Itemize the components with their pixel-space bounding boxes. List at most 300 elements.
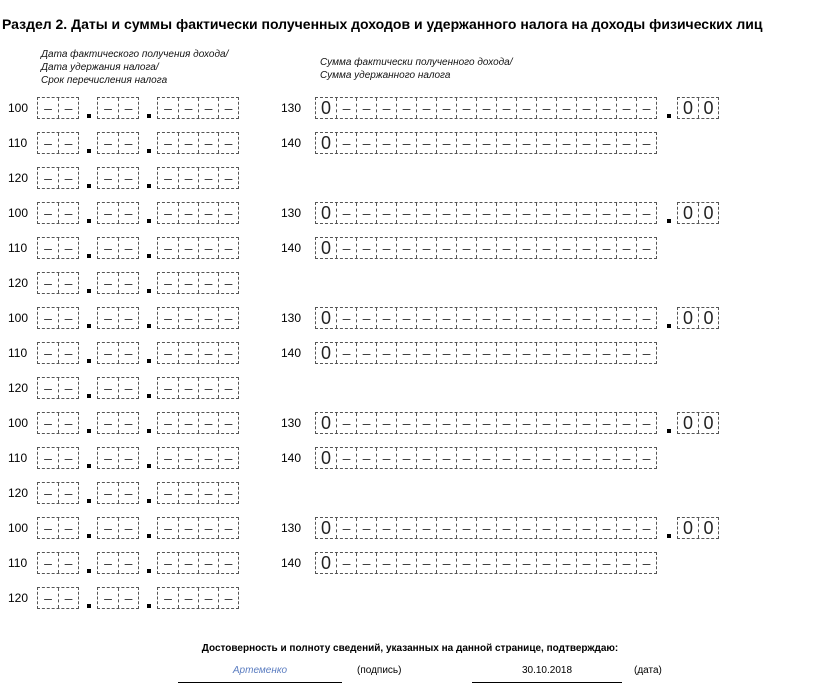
digit-cell: – [436,133,456,153]
digit-cell: – [416,238,436,258]
income-sum-130[interactable] [315,307,657,329]
digit-cell: – [336,203,356,223]
income-sum-kopecks[interactable] [677,202,719,224]
line-code: 120 [8,591,29,605]
income-sum-130[interactable] [315,97,657,119]
digit-cell: – [178,553,198,573]
digit-cell: – [416,518,436,538]
decimal-dot [147,534,151,538]
digit-cell: – [178,238,198,258]
digit-cell: – [376,238,396,258]
digit-cell: – [496,343,516,363]
tax-sum-140[interactable] [315,552,657,574]
section-title: Раздел 2. Даты и суммы фактически полученных доходов и удержанного налога на доходы физических лиц [2,16,763,32]
tax-withheld-date-110-day[interactable] [37,132,79,154]
digit-cell: – [536,518,556,538]
digit-cell: – [356,553,376,573]
tax-withheld-date-110-year[interactable] [157,342,239,364]
income-sum-kopecks[interactable] [677,97,719,119]
digit-cell: – [556,413,576,433]
digit-cell: – [376,553,396,573]
decimal-dot [667,114,671,118]
tax-withheld-date-110-month[interactable] [97,132,139,154]
digit-cell: – [44,310,52,326]
tax-withheld-date-110-month[interactable] [97,552,139,574]
decimal-dot [87,114,91,118]
tax-withheld-date-110-day[interactable] [37,237,79,259]
line-code: 140 [281,451,302,465]
digit-cell: – [356,413,376,433]
signature-line [178,682,342,683]
digit-cell: – [556,553,576,573]
digit-cell: – [356,203,376,223]
digit-cell: – [336,98,356,118]
digit-cell: – [58,273,78,293]
decimal-dot [87,289,91,293]
digit-cell: – [456,133,476,153]
digit-cell: – [58,133,78,153]
income-date-100-day[interactable] [37,412,79,434]
digit-cell: – [476,203,496,223]
digit-cell: – [44,100,52,116]
digit-cell: – [164,520,172,536]
tax-withheld-date-110-day[interactable] [37,447,79,469]
digit-cell: – [396,133,416,153]
digit-cell: – [616,553,636,573]
digit-cell: – [218,553,238,573]
digit-cell: – [376,133,396,153]
digit-cell: – [616,203,636,223]
digit-cell: – [396,413,416,433]
digit-cell: – [436,308,456,328]
digit-cell: – [44,520,52,536]
digit-cell: – [496,448,516,468]
digit-cell: – [396,553,416,573]
digit-cell: – [164,555,172,571]
digit-cell: – [218,448,238,468]
digit-cell: – [636,448,656,468]
digit-cell: – [476,133,496,153]
digit-cell: – [596,203,616,223]
decimal-dot [147,464,151,468]
digit-cell: – [556,133,576,153]
line-code: 110 [8,241,28,255]
income-sum-kopecks[interactable] [677,412,719,434]
digit-cell: – [118,273,138,293]
income-date-100-month[interactable] [97,307,139,329]
digit-cell: – [118,168,138,188]
digit-cell: – [596,308,616,328]
digit-cell: – [496,308,516,328]
digit-cell: – [44,275,52,291]
digit-cell: – [58,553,78,573]
digit-cell: – [516,98,536,118]
digit-cell: – [198,483,218,503]
digit-cell: 0 [320,98,331,118]
digit-cell: – [456,238,476,258]
digit-cell: – [58,238,78,258]
digit-cell: 0 [320,308,331,328]
income-date-100-month[interactable] [97,517,139,539]
dates-header-line: Дата удержания налога/ [41,62,159,73]
income-date-100-month[interactable] [97,202,139,224]
tax-sum-140[interactable] [315,237,657,259]
digit-cell: – [516,203,536,223]
digit-cell: – [396,238,416,258]
tax-withheld-date-110-month[interactable] [97,342,139,364]
digit-cell: – [58,413,78,433]
transfer-deadline-120-month[interactable] [97,167,139,189]
income-sum-130[interactable] [315,517,657,539]
decimal-dot [667,429,671,433]
decimal-dot [147,569,151,573]
digit-cell: – [198,168,218,188]
date-line [472,682,622,683]
digit-cell: – [104,275,112,291]
digit-cell: – [44,135,52,151]
digit-cell: – [164,135,172,151]
digit-cell: – [396,308,416,328]
digit-cell: – [178,518,198,538]
digit-cell: – [576,98,596,118]
digit-cell: – [456,203,476,223]
transfer-deadline-120-month[interactable] [97,272,139,294]
income-date-100-month[interactable] [97,412,139,434]
digit-cell: – [476,238,496,258]
digit-cell: – [118,483,138,503]
digit-cell: – [516,343,536,363]
line-code: 120 [8,486,29,500]
transfer-deadline-120-year[interactable] [157,587,239,609]
digit-cell: – [616,343,636,363]
digit-cell: – [164,485,172,501]
digit-cell: – [556,518,576,538]
decimal-dot [87,499,91,503]
digit-cell: – [596,238,616,258]
digit-cell: – [178,273,198,293]
decimal-dot [87,569,91,573]
digit-cell: – [164,310,172,326]
digit-cell: – [58,448,78,468]
line-code: 130 [281,206,302,220]
decimal-dot [87,219,91,223]
digit-cell: – [198,378,218,398]
transfer-deadline-120-month[interactable] [97,482,139,504]
digit-cell: – [496,413,516,433]
transfer-deadline-120-day[interactable] [37,272,79,294]
decimal-dot [147,394,151,398]
dates-header-line: Срок перечисления налога [41,75,168,86]
digit-cell: – [218,203,238,223]
digit-cell: 0 [682,518,693,538]
digit-cell: – [496,518,516,538]
transfer-deadline-120-year[interactable] [157,272,239,294]
digit-cell: – [396,518,416,538]
transfer-deadline-120-month[interactable] [97,587,139,609]
digit-cell: – [516,553,536,573]
tax-sum-140[interactable] [315,132,657,154]
digit-cell: – [396,448,416,468]
digit-cell: 0 [320,238,331,258]
digit-cell: 0 [682,98,693,118]
digit-cell: 0 [320,343,331,363]
digit-cell: – [218,343,238,363]
income-sum-kopecks[interactable] [677,517,719,539]
digit-cell: – [436,238,456,258]
digit-cell: – [118,98,138,118]
transfer-deadline-120-month[interactable] [97,377,139,399]
digit-cell: – [496,133,516,153]
income-date-100-year[interactable] [157,202,239,224]
digit-cell: – [496,238,516,258]
digit-cell: – [118,448,138,468]
digit-cell: – [576,448,596,468]
digit-cell: – [416,413,436,433]
transfer-deadline-120-day[interactable] [37,482,79,504]
digit-cell: – [118,308,138,328]
digit-cell: – [118,203,138,223]
digit-cell: – [164,380,172,396]
digit-cell: – [198,588,218,608]
digit-cell: – [476,448,496,468]
digit-cell: – [58,343,78,363]
digit-cell: – [416,133,436,153]
digit-cell: – [456,413,476,433]
line-code: 140 [281,556,302,570]
digit-cell: – [636,553,656,573]
digit-cell: – [556,343,576,363]
digit-cell: – [104,170,112,186]
digit-cell: – [336,518,356,538]
digit-cell: – [218,98,238,118]
digit-cell: – [198,308,218,328]
digit-cell: – [616,413,636,433]
signer-name: Артеменко [232,665,288,676]
digit-cell: – [104,590,112,606]
digit-cell: – [536,448,556,468]
digit-cell: 0 [320,413,331,433]
digit-cell: – [576,518,596,538]
digit-cell: – [118,588,138,608]
digit-cell: – [616,518,636,538]
digit-cell: – [436,98,456,118]
digit-cell: – [436,518,456,538]
digit-cell: – [178,378,198,398]
digit-cell: – [44,555,52,571]
line-code: 120 [8,381,29,395]
digit-cell: – [356,343,376,363]
digit-cell: – [44,450,52,466]
dates-column-header [41,48,228,87]
tax-withheld-date-110-month[interactable] [97,447,139,469]
decimal-dot [147,359,151,363]
line-code: 130 [281,311,302,325]
transfer-deadline-120-year[interactable] [157,167,239,189]
digit-cell: – [576,308,596,328]
tax-withheld-date-110-year[interactable] [157,552,239,574]
digit-cell: – [636,98,656,118]
transfer-deadline-120-year[interactable] [157,482,239,504]
tax-withheld-date-110-year[interactable] [157,237,239,259]
decimal-dot [147,184,151,188]
digit-cell: – [416,553,436,573]
transfer-deadline-120-year[interactable] [157,377,239,399]
digit-cell: – [376,343,396,363]
digit-cell: – [58,168,78,188]
income-date-100-year[interactable] [157,97,239,119]
digit-cell: – [44,170,52,186]
digit-cell: – [376,518,396,538]
transfer-deadline-120-day[interactable] [37,167,79,189]
digit-cell: – [436,448,456,468]
digit-cell: – [164,450,172,466]
digit-cell: – [476,553,496,573]
digit-cell: – [576,553,596,573]
digit-cell: – [596,518,616,538]
income-sum-kopecks[interactable] [677,307,719,329]
digit-cell: – [416,203,436,223]
digit-cell: – [516,413,536,433]
digit-cell: – [118,238,138,258]
digit-cell: – [396,98,416,118]
digit-cell: – [218,168,238,188]
digit-cell: – [476,308,496,328]
digit-cell: – [44,590,52,606]
digit-cell: – [336,238,356,258]
digit-cell: – [336,308,356,328]
income-date-100-day[interactable] [37,202,79,224]
digit-cell: – [198,343,218,363]
digit-cell: – [516,448,536,468]
digit-cell: 0 [698,413,718,433]
digit-cell: 0 [698,98,718,118]
transfer-deadline-120-day[interactable] [37,377,79,399]
digit-cell: – [218,518,238,538]
decimal-dot [147,604,151,608]
income-date-100-year[interactable] [157,412,239,434]
digit-cell: – [496,203,516,223]
digit-cell: – [556,308,576,328]
digit-cell: – [536,413,556,433]
digit-cell: – [118,413,138,433]
digit-cell: – [516,518,536,538]
confirmation-text: Достоверность и полноту сведений, указанных на данной странице, подтверждаю: [201,643,619,654]
digit-cell: 0 [682,308,693,328]
digit-cell: – [164,345,172,361]
income-date-100-year[interactable] [157,517,239,539]
decimal-dot [87,534,91,538]
digit-cell: – [556,448,576,468]
decimal-dot [87,394,91,398]
income-date-100-month[interactable] [97,97,139,119]
tax-withheld-date-110-month[interactable] [97,237,139,259]
digit-cell: 0 [320,133,331,153]
digit-cell: – [616,133,636,153]
digit-cell: – [178,308,198,328]
digit-cell: – [556,98,576,118]
income-sum-130[interactable] [315,202,657,224]
tax-sum-140[interactable] [315,342,657,364]
signature-caption: (подпись) [357,665,402,676]
digit-cell: – [58,378,78,398]
income-date-100-day[interactable] [37,517,79,539]
digit-cell: – [44,485,52,501]
line-code: 140 [281,136,302,150]
digit-cell: – [44,240,52,256]
digit-cell: – [164,415,172,431]
digit-cell: – [104,450,112,466]
digit-cell: – [58,308,78,328]
digit-cell: 0 [698,203,718,223]
income-date-100-day[interactable] [37,307,79,329]
decimal-dot [147,254,151,258]
digit-cell: – [164,170,172,186]
tax-withheld-date-110-day[interactable] [37,342,79,364]
digit-cell: 0 [320,203,331,223]
digit-cell: – [416,448,436,468]
digit-cell: – [178,98,198,118]
digit-cell: – [178,133,198,153]
digit-cell: – [576,413,596,433]
signature-date: 30.10.2018 [521,665,573,676]
digit-cell: – [356,308,376,328]
digit-cell: – [596,98,616,118]
digit-cell: – [536,238,556,258]
digit-cell: – [436,553,456,573]
digit-cell: – [104,415,112,431]
digit-cell: – [164,590,172,606]
digit-cell: – [456,518,476,538]
line-code: 110 [8,556,28,570]
income-date-100-year[interactable] [157,307,239,329]
decimal-dot [147,289,151,293]
decimal-dot [667,219,671,223]
line-code: 120 [8,171,29,185]
tax-sum-140[interactable] [315,447,657,469]
digit-cell: – [556,203,576,223]
digit-cell: – [218,378,238,398]
digit-cell: – [58,483,78,503]
transfer-deadline-120-day[interactable] [37,587,79,609]
line-code: 100 [8,101,29,115]
tax-withheld-date-110-year[interactable] [157,447,239,469]
digit-cell: – [104,485,112,501]
decimal-dot [87,324,91,328]
digit-cell: – [516,133,536,153]
digit-cell: – [336,448,356,468]
digit-cell: – [476,518,496,538]
decimal-dot [87,359,91,363]
digit-cell: – [218,483,238,503]
digit-cell: – [356,518,376,538]
decimal-dot [87,464,91,468]
tax-withheld-date-110-year[interactable] [157,132,239,154]
digit-cell: – [596,553,616,573]
decimal-dot [147,114,151,118]
digit-cell: – [476,98,496,118]
digit-cell: – [576,343,596,363]
income-sum-130[interactable] [315,412,657,434]
digit-cell: – [416,98,436,118]
digit-cell: – [104,310,112,326]
digit-cell: – [416,308,436,328]
digit-cell: – [536,553,556,573]
tax-withheld-date-110-day[interactable] [37,552,79,574]
digit-cell: – [218,308,238,328]
income-date-100-day[interactable] [37,97,79,119]
digit-cell: – [104,555,112,571]
digit-cell: 0 [682,203,693,223]
